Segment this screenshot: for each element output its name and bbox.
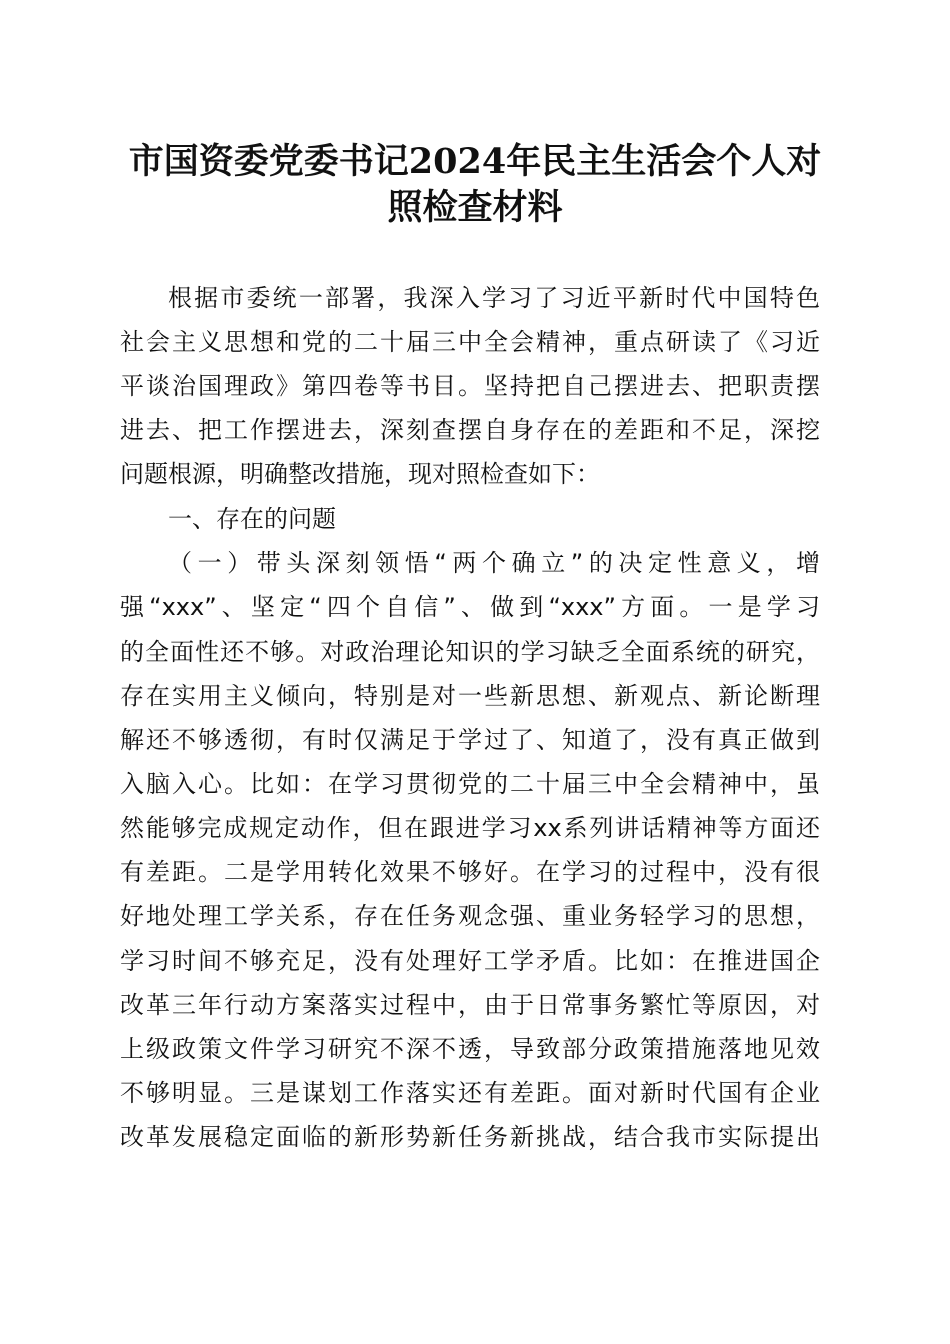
section-body-line: 解还不够透彻，有时仅满足于学过了、知道了，没有真正做到 <box>120 726 820 754</box>
section-heading: 一、存在的问题 <box>168 505 336 533</box>
section-body-line: 入脑入心。比如：在学习贯彻党的二十届三中全会精神中，虽 <box>120 770 820 798</box>
section-body-line: 学习时间不够充足，没有处理好工学矛盾。比如：在推进国企 <box>120 947 820 975</box>
section-body-line: 改革发展稳定面临的新形势新任务新挑战，结合我市实际提出 <box>120 1123 820 1151</box>
intro-paragraph-line: 社会主义思想和党的二十届三中全会精神，重点研读了《习近 <box>120 328 820 356</box>
section-body-line: 的全面性还不够。对政治理论知识的学习缺乏全面系统的研究， <box>120 638 820 666</box>
document-title-line-1: 市国资委党委书记2024年民主生活会个人对 <box>128 141 822 182</box>
section-body-line: 存在实用主义倾向，特别是对一些新思想、新观点、新论断理 <box>120 682 820 710</box>
section-body-line: 有差距。二是学用转化效果不够好。在学习的过程中，没有很 <box>120 858 820 886</box>
intro-paragraph-line: 根据市委统一部署，我深入学习了习近平新时代中国特色 <box>168 284 820 312</box>
section-body-line: 好地处理工学关系，存在任务观念强、重业务轻学习的思想， <box>120 902 820 930</box>
intro-paragraph-line: 平谈治国理政》第四卷等书目。坚持把自己摆进去、把职责摆 <box>120 372 820 400</box>
section-body-line: 然能够完成规定动作，但在跟进学习xx系列讲话精神等方面还 <box>120 814 820 842</box>
section-body-line: 强“xxx”、坚定“四个自信”、做到“xxx”方面。一是学习 <box>120 593 820 621</box>
section-body-line: （一）带头深刻领悟“两个确立”的决定性意义，增 <box>168 549 820 577</box>
document-title-line-2: 照检查材料 <box>387 187 563 228</box>
intro-paragraph-line: 问题根源，明确整改措施，现对照检查如下： <box>120 460 600 488</box>
section-body-line: 改革三年行动方案落实过程中，由于日常事务繁忙等原因，对 <box>120 991 820 1019</box>
section-body-line: 不够明显。三是谋划工作落实还有差距。面对新时代国有企业 <box>120 1079 820 1107</box>
section-body-line: 上级政策文件学习研究不深不透，导致部分政策措施落地见效 <box>120 1035 820 1063</box>
intro-paragraph-line: 进去、把工作摆进去，深刻查摆自身存在的差距和不足，深挖 <box>120 416 820 444</box>
